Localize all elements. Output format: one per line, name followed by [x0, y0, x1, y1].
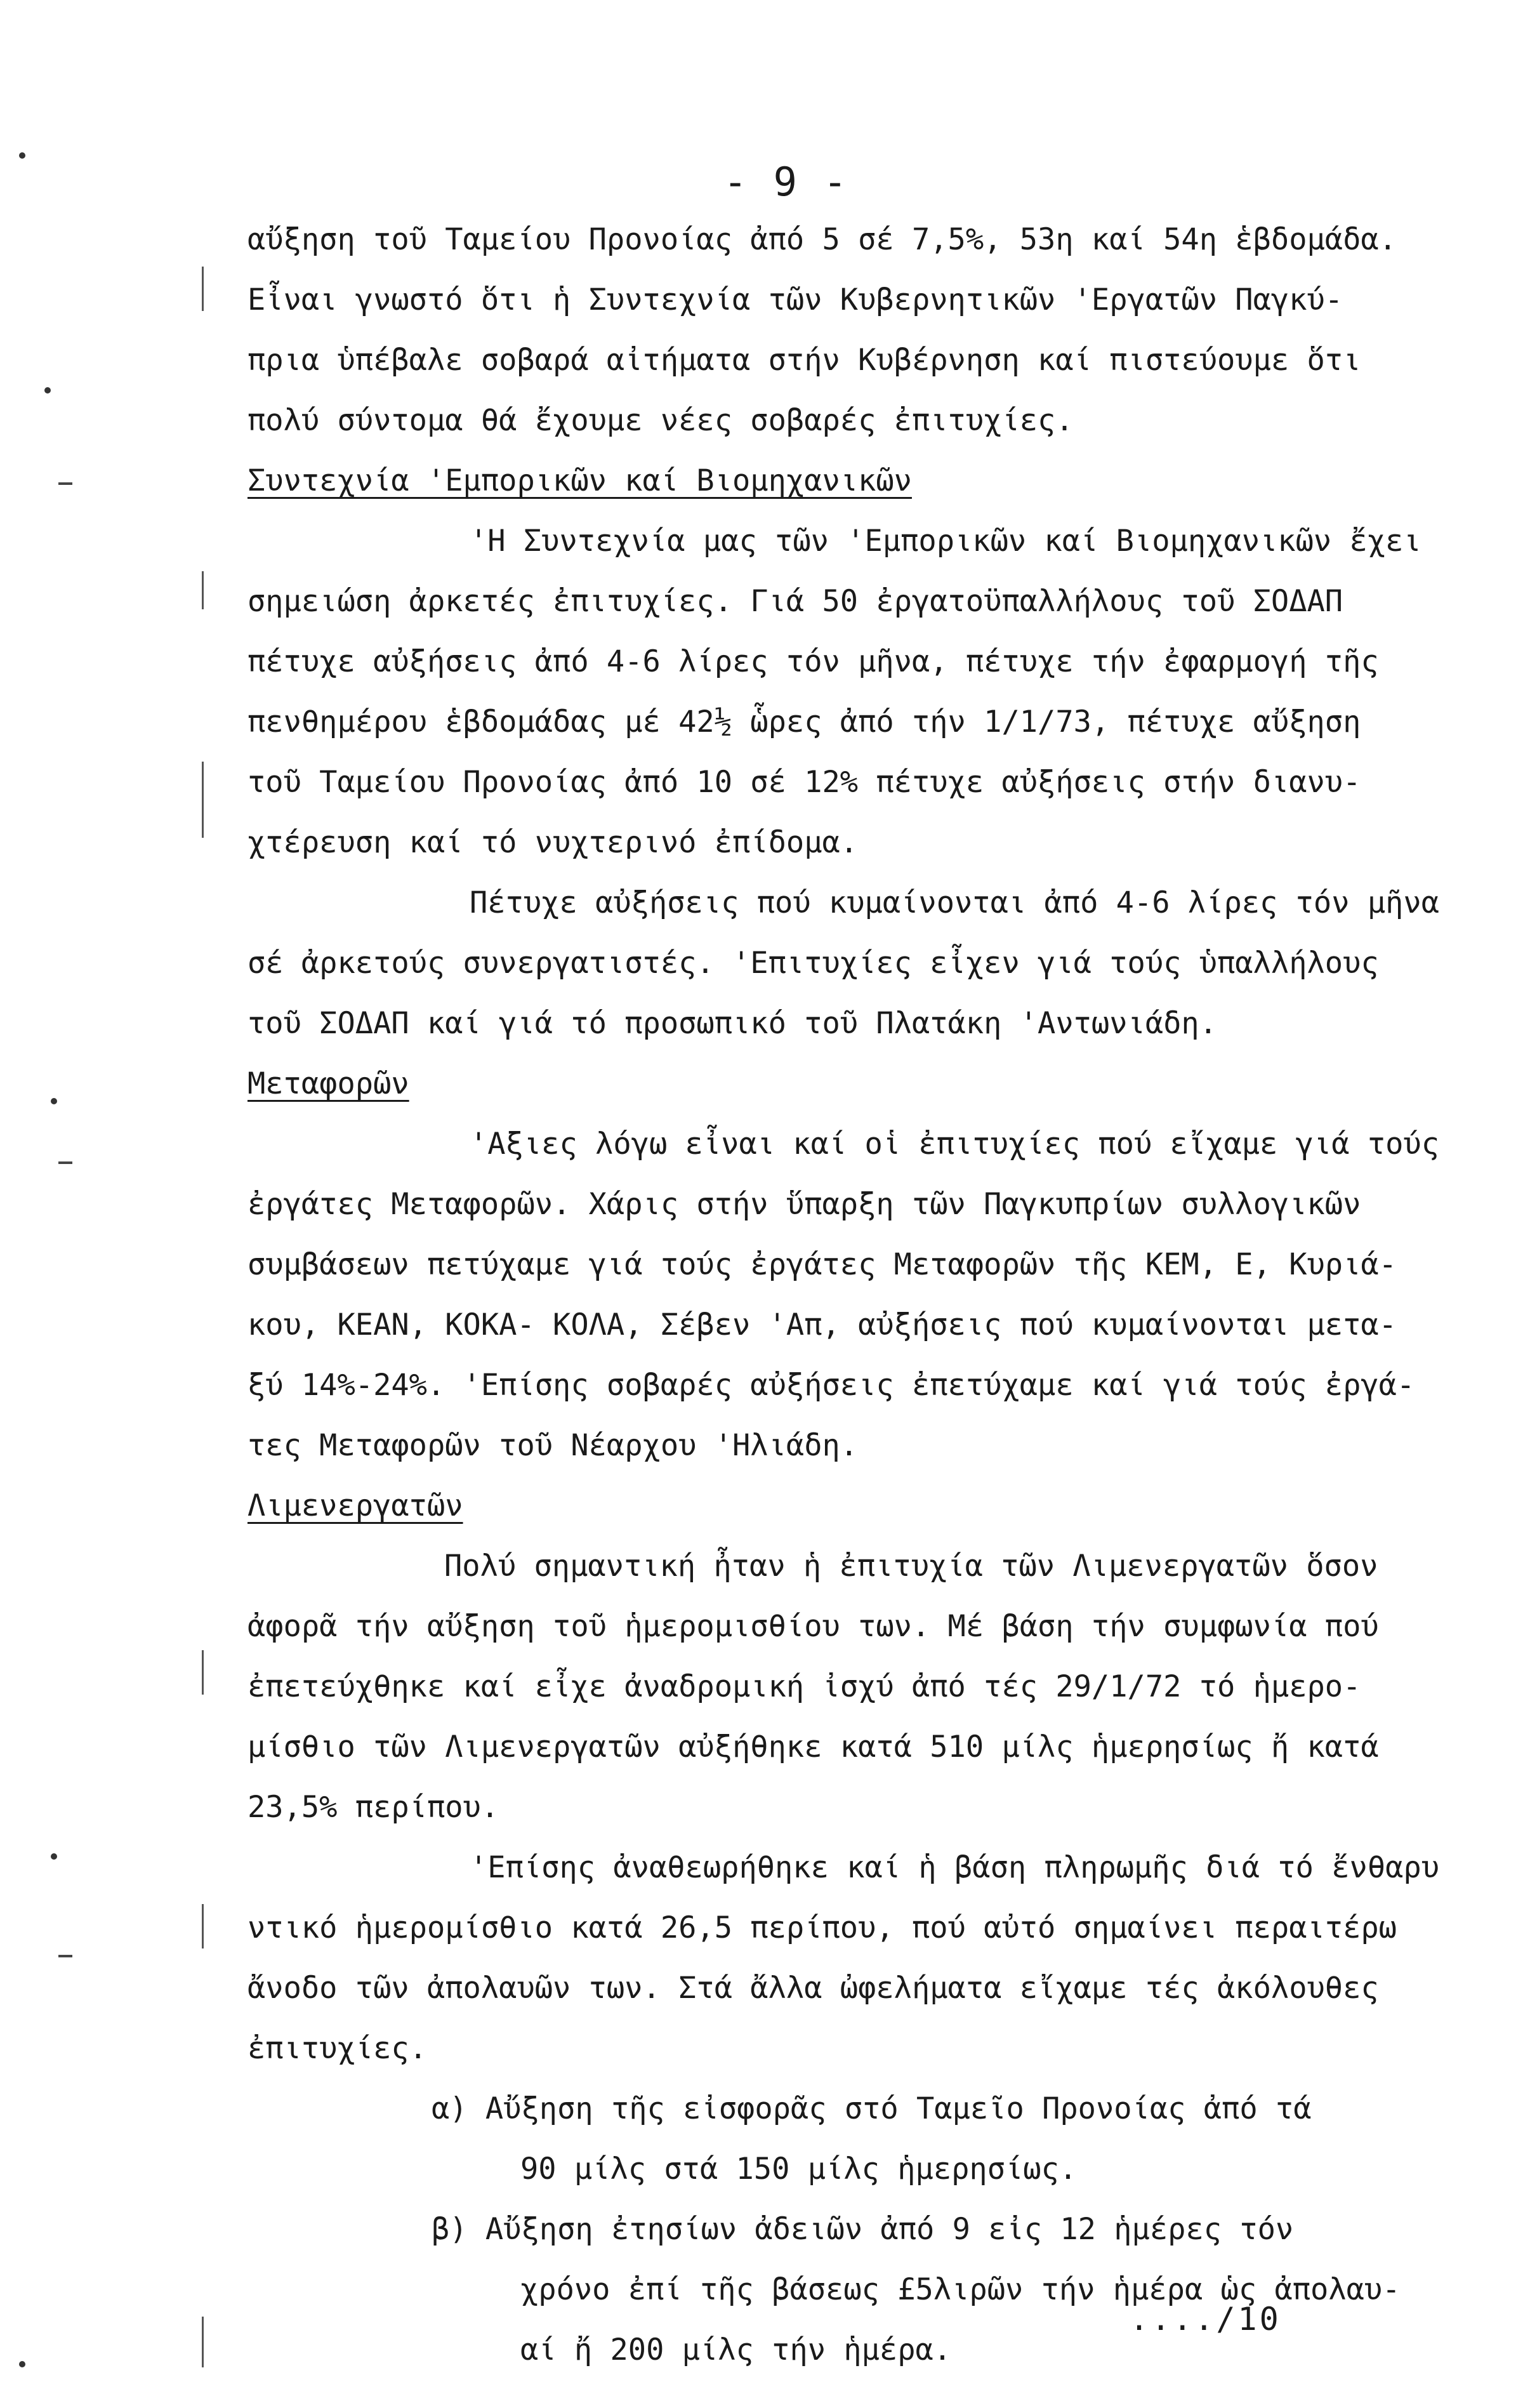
list-item-continuation: 90 μίλς στά 150 μίλς ἡμερησίως.: [520, 2152, 1078, 2186]
text-line: Πολύ σημαντική ἦταν ἡ ἐπιτυχία τῶν Λιμενεργατῶν ὅσον: [444, 1549, 1378, 1584]
scan-mark: [58, 482, 72, 485]
text-line: τες Μεταφορῶν τοῦ Νέαρχου 'Ηλιάδη.: [247, 1428, 859, 1463]
text-line: 23,5% περίπου.: [247, 1790, 499, 1825]
page-continuation-marker: ..../10: [1130, 2301, 1281, 2338]
scan-mark: [58, 1955, 72, 1957]
text-line: συμβάσεων πετύχαμε γιά τούς ἐργάτες Μεταφορῶν τῆς ΚΕΜ, Ε, Κυριά-: [247, 1247, 1397, 1282]
text-line: τοῦ Ταμείου Προνοίας ἀπό 10 σέ 12% πέτυχε αὐξήσεις στήν διανυ-: [247, 765, 1361, 800]
left-margin-line: [202, 2317, 204, 2367]
text-line: πέτυχε αὐξήσεις ἀπό 4-6 λίρες τόν μῆνα, πέτυχε τήν ἐφαρμογή τῆς: [247, 644, 1379, 679]
text-line: σέ ἀρκετούς συνεργατιστές. 'Επιτυχίες εἶχεν γιά τούς ὑπαλλήλους: [247, 946, 1379, 981]
left-margin-line: [202, 762, 204, 838]
page-number: - 9 -: [723, 159, 848, 205]
text-line: 'Αξιες λόγω εἶναι καί οἱ ἐπιτυχίες πού εἴχαμε γιά τούς: [470, 1127, 1440, 1161]
section-heading-text: Λιμενεργατῶν: [247, 1488, 463, 1523]
section-heading-commercial: [247, 451, 1491, 511]
text-line: πολύ σύντομα θά ἔχουμε νέες σοβαρές ἐπιτυχίες.: [247, 403, 1074, 438]
text-line: ντικό ἡμερομίσθιο κατά 26,5 περίπου, πού αὐτό σημαίνει περαιτέρω: [247, 1910, 1397, 1945]
section-heading-transport: [247, 1054, 1491, 1114]
text-line: ἐργάτες Μεταφορῶν. Χάρις στήν ὕπαρξη τῶν Παγκυπρίων συλλογικῶν: [247, 1187, 1361, 1222]
scan-mark: [58, 1161, 72, 1164]
text-line: Πέτυχε αὐξήσεις πού κυμαίνονται ἀπό 4-6 λίρες τόν μῆνα: [470, 885, 1440, 920]
text-line: πενθημέρου ἑβδομάδας μέ 42½ ὧρες ἀπό τήν 1/1/73, πέτυχε αὔξηση: [247, 705, 1361, 739]
scan-speck: [51, 1098, 57, 1104]
text-line: ξύ 14%-24%. 'Επίσης σοβαρές αὐξήσεις ἐπετύχαμε καί γιά τούς ἐργά-: [247, 1368, 1415, 1403]
text-line: ἐπετεύχθηκε καί εἶχε ἀναδρομική ἰσχύ ἀπό τές 29/1/72 τό ἡμερο-: [247, 1669, 1361, 1704]
text-line: 'Επίσης ἀναθεωρήθηκε καί ἡ βάση πληρωμῆς διά τό ἔνθαρυ: [470, 1850, 1440, 1885]
text-line: αὔξηση τοῦ Ταμείου Προνοίας ἀπό 5 σέ 7,5%, 53η καί 54η ἑβδομάδα.: [247, 222, 1397, 257]
list-item-continuation: χρόνο ἐπί τῆς βάσεως £5λιρῶν τήν ἡμέρα ὡς ἀπολαυ-: [520, 2272, 1401, 2307]
text-line: ἐπιτυχίες.: [247, 2031, 427, 2066]
scan-speck: [44, 387, 51, 394]
text-line: ἄνοδο τῶν ἀπολαυῶν των. Στά ἄλλα ὠφελήματα εἴχαμε τές ἀκόλουθες: [247, 1971, 1379, 2006]
section-heading-text: Συντεχνία 'Εμπορικῶν καί Βιομηχανικῶν: [247, 463, 912, 498]
left-margin-line: [202, 267, 204, 311]
list-item-continuation: αί ἤ 200 μίλς τήν ἡμέρα.: [520, 2332, 952, 2367]
list-item: [247, 2079, 1491, 2139]
list-item-text: Αὔξηση ἐτησίων ἀδειῶν ἀπό 9 εἰς 12 ἡμέρες τόν: [485, 2212, 1294, 2247]
left-margin-line: [202, 1904, 204, 1948]
section-heading-dockworkers: [247, 1476, 1491, 1536]
text-line: σημειώση ἀρκετές ἐπιτυχίες. Γιά 50 ἐργατοϋπαλλήλους τοῦ ΣΟΔΑΠ: [247, 584, 1343, 619]
list-item-label: α): [432, 2091, 468, 2126]
list-item: [247, 2199, 1491, 2259]
text-line: τοῦ ΣΟΔΑΠ καί γιά τό προσωπικό τοῦ Πλατάκη 'Αντωνιάδη.: [247, 1006, 1218, 1041]
section-heading-text: Μεταφορῶν: [247, 1066, 409, 1101]
list-item-label: β): [432, 2212, 468, 2247]
left-margin-line: [202, 571, 204, 609]
scan-speck: [19, 152, 25, 159]
text-line: 'Η Συντεχνία μας τῶν 'Εμπορικῶν καί Βιομηχανικῶν ἔχει: [470, 524, 1421, 559]
scan-speck: [19, 2361, 25, 2367]
text-line: πρια ὑπέβαλε σοβαρά αἰτήματα στήν Κυβέρνηση καί πιστεύουμε ὅτι: [247, 343, 1361, 378]
scan-speck: [51, 1853, 57, 1860]
text-line: χτέρευση καί τό νυχτερινό ἐπίδομα.: [247, 825, 859, 860]
document-body: [247, 209, 1491, 2380]
text-line: μίσθιο τῶν Λιμενεργατῶν αὐξήθηκε κατά 510 μίλς ἡμερησίως ἤ κατά: [247, 1730, 1379, 1764]
left-margin-line: [202, 1650, 204, 1695]
text-line: ἀφορᾶ τήν αὔξηση τοῦ ἡμερομισθίου των. Μέ βάση τήν συμφωνία πού: [247, 1609, 1379, 1644]
text-line: κου, ΚΕΑΝ, ΚΟΚΑ- ΚΟΛΑ, Σέβεν 'Απ, αὐξήσεις πού κυμαίνονται μετα-: [247, 1307, 1397, 1342]
list-item-text: Αὔξηση τῆς εἰσφορᾶς στό Ταμεῖο Προνοίας ἀπό τά: [485, 2091, 1312, 2126]
text-line: Εἶναι γνωστό ὅτι ἡ Συντεχνία τῶν Κυβερνητικῶν 'Εργατῶν Παγκύ-: [247, 282, 1343, 317]
